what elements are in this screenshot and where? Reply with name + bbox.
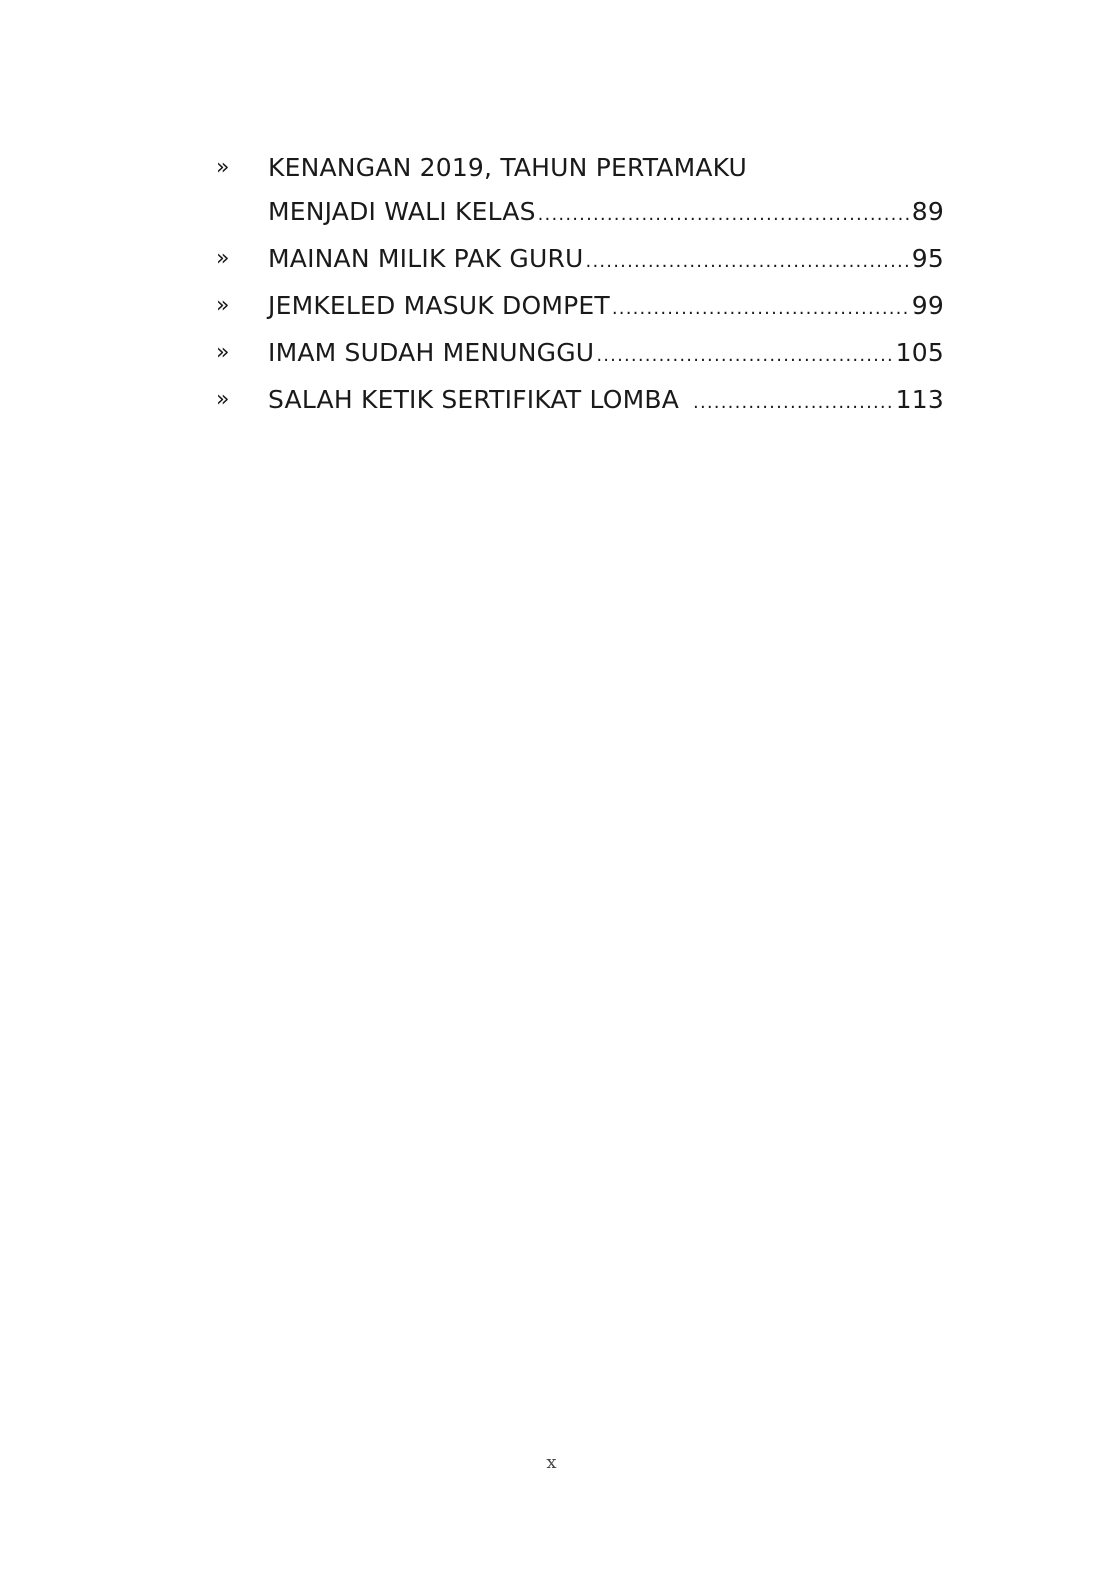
toc-entry-line: [268, 146, 944, 190]
toc-entry-page: 105: [895, 338, 944, 367]
toc-entry-title: IMAM SUDAH MENUNGGU: [268, 338, 595, 367]
dot-leader: [596, 334, 893, 378]
toc-entry-page: 99: [911, 291, 944, 320]
toc-entry-body: [268, 237, 944, 284]
dot-leader: [693, 381, 894, 425]
toc-entry-title: KENANGAN 2019, TAHUN PERTAMAKU: [268, 153, 748, 182]
toc-entry[interactable]: [214, 378, 944, 425]
toc-entry-title: JEMKELED MASUK DOMPET: [268, 291, 610, 320]
toc-entry-line: [268, 284, 944, 331]
toc-entry-title: MENJADI WALI KELAS: [268, 197, 536, 226]
toc-entry-body: [268, 146, 944, 237]
toc-entry-body: [268, 284, 944, 331]
dot-leader: [586, 240, 910, 284]
bullet-icon: »: [216, 155, 230, 180]
toc-entry[interactable]: [214, 284, 944, 331]
page-number: x: [546, 1452, 557, 1473]
toc-entry-line: [268, 378, 944, 425]
toc-entry-title: MAINAN MILIK PAK GURU: [268, 244, 584, 273]
bullet-icon: »: [216, 293, 230, 318]
toc-entry-line: [268, 237, 944, 284]
bullet-icon: »: [216, 387, 230, 412]
toc-entry-page: 113: [895, 385, 944, 414]
toc-entry-line: [268, 331, 944, 378]
dot-leader: [612, 287, 910, 331]
toc-entry[interactable]: [214, 331, 944, 378]
dot-leader: [538, 193, 910, 237]
table-of-contents: [214, 146, 944, 425]
toc-entry-page: 95: [911, 244, 944, 273]
bullet-icon: »: [216, 246, 230, 271]
toc-entry-line: [268, 190, 944, 237]
toc-entry-body: [268, 331, 944, 378]
toc-entry-page: 89: [911, 197, 944, 226]
bullet-icon: »: [216, 340, 230, 365]
toc-entry-body: [268, 378, 944, 425]
toc-entry[interactable]: [214, 146, 944, 237]
toc-entry-title: SALAH KETIK SERTIFIKAT LOMBA: [268, 385, 680, 414]
toc-entry[interactable]: [214, 237, 944, 284]
